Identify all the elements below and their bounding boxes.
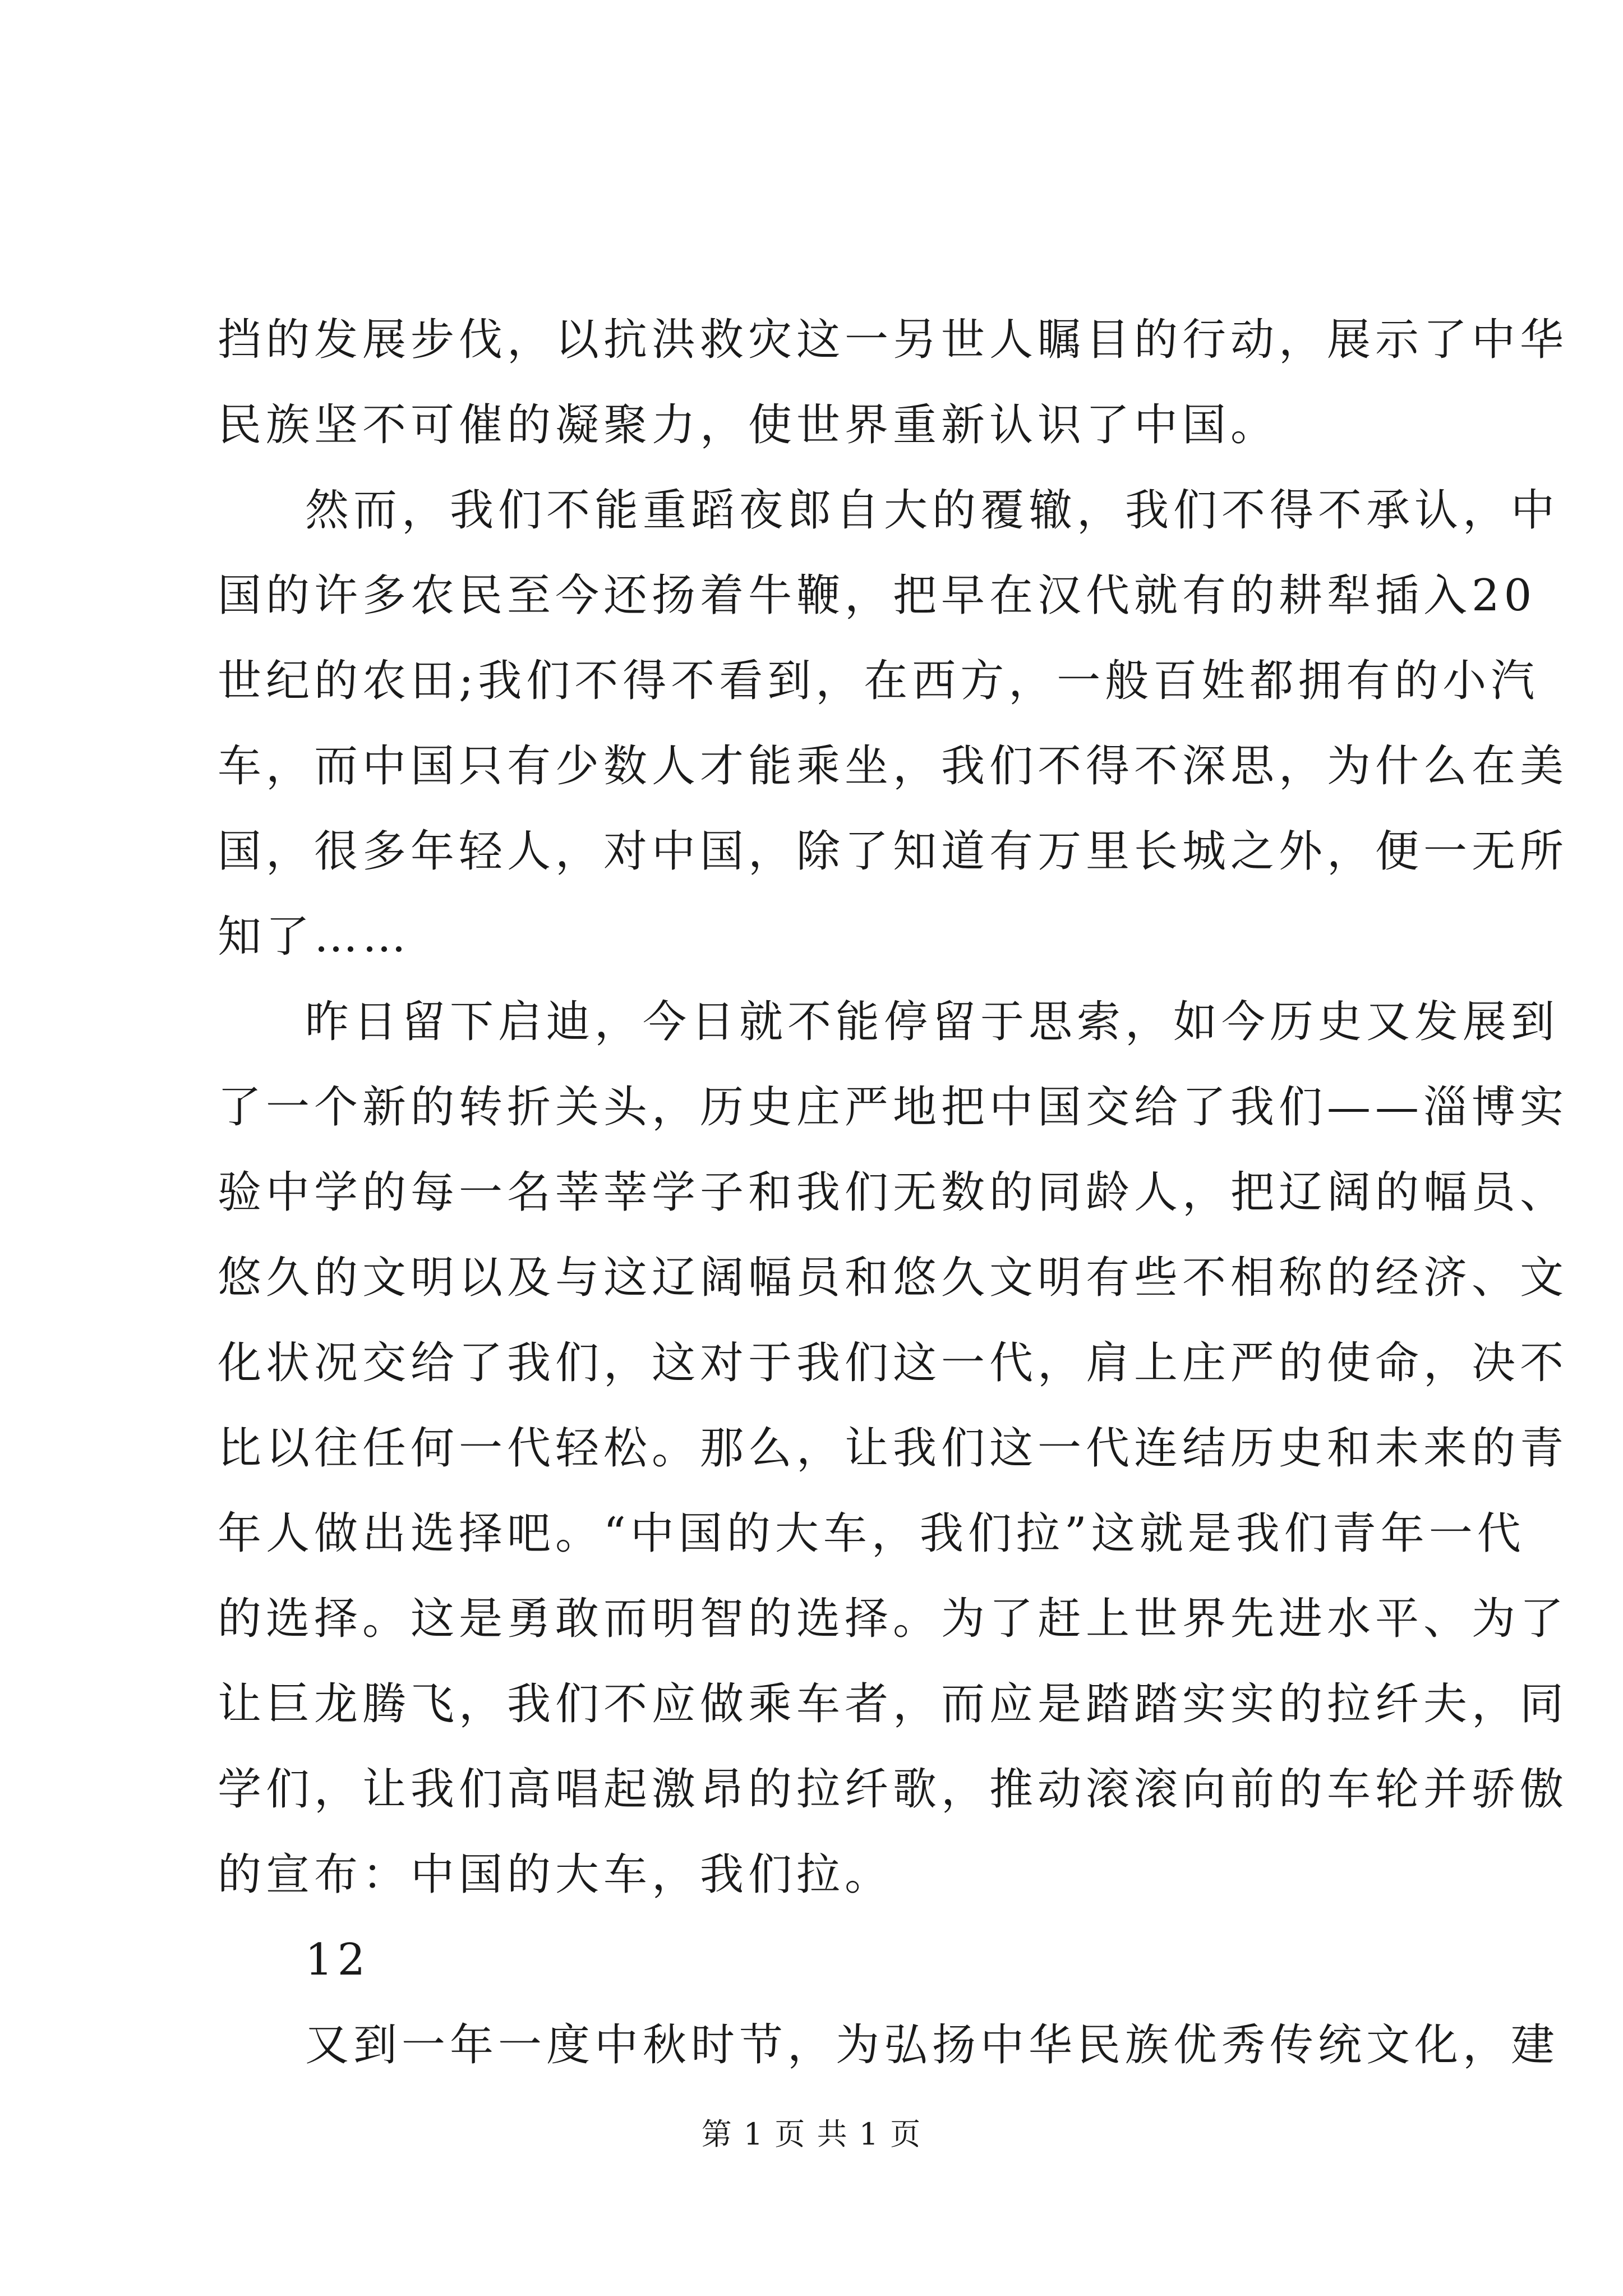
text-line: 国的许多农民至今还扬着牛鞭，把早在汉代就有的耕犁插入20 bbox=[218, 570, 1537, 621]
text-line: 验中学的每一名莘莘学子和我们无数的同龄人，把辽阔的幅员、 bbox=[218, 1167, 1569, 1218]
text-line: 世纪的农田;我们不得不看到，在西方，一般百姓都拥有的小汽 bbox=[218, 656, 1539, 706]
text-line: 化状况交给了我们，这对于我们这一代，肩上庄严的使命，决不 bbox=[218, 1338, 1569, 1388]
text-line: 学们，让我们高唱起激昂的拉纤歌，推动滚滚向前的车轮并骄傲 bbox=[218, 1764, 1569, 1815]
text-line: 的选择。这是勇敢而明智的选择。为了赶上世界先进水平、为了 bbox=[218, 1594, 1569, 1644]
page-footer: 第 1 页 共 1 页 bbox=[701, 2116, 922, 2152]
section-number: 12 bbox=[305, 1935, 370, 1985]
text-line: 比以往任何一代轻松。那么，让我们这一代连结历史和未来的青 bbox=[218, 1423, 1569, 1474]
text-line: 了一个新的转折关头，历史庄严地把中国交给了我们——淄博实 bbox=[218, 1082, 1569, 1133]
paragraph-start-line: 昨日留下启迪，今日就不能停留于思索，如今历史又发展到 bbox=[305, 997, 1560, 1047]
document-body bbox=[218, 297, 1569, 2088]
paragraph-start-line: 又到一年一度中秋时节，为弘扬中华民族优秀传统文化，建 bbox=[305, 2020, 1560, 2070]
text-line: 民族坚不可催的凝聚力，使世界重新认识了中国。 bbox=[218, 400, 1279, 450]
text-line: 悠久的文明以及与这辽阔幅员和悠久文明有些不相称的经济、文 bbox=[218, 1253, 1569, 1303]
paragraph-start-line: 然而，我们不能重蹈夜郎自大的覆辙，我们不得不承认，中 bbox=[305, 485, 1560, 536]
text-line: 国，很多年轻人，对中国，除了知道有万里长城之外，便一无所 bbox=[218, 826, 1569, 877]
text-line: 的宣布：中国的大车，我们拉。 bbox=[218, 1849, 893, 1900]
text-line: 知了…… bbox=[218, 912, 411, 962]
text-line: 挡的发展步伐，以抗洪救灾这一另世人瞩目的行动，展示了中华 bbox=[218, 315, 1569, 365]
text-line: 年人做出选择吧。“中国的大车，我们拉”这就是我们青年一代 bbox=[218, 1508, 1525, 1559]
text-line: 让巨龙腾飞，我们不应做乘车者，而应是踏踏实实的拉纤夫，同 bbox=[218, 1679, 1569, 1729]
text-line: 车，而中国只有少数人才能乘坐，我们不得不深思，为什么在美 bbox=[218, 741, 1569, 792]
